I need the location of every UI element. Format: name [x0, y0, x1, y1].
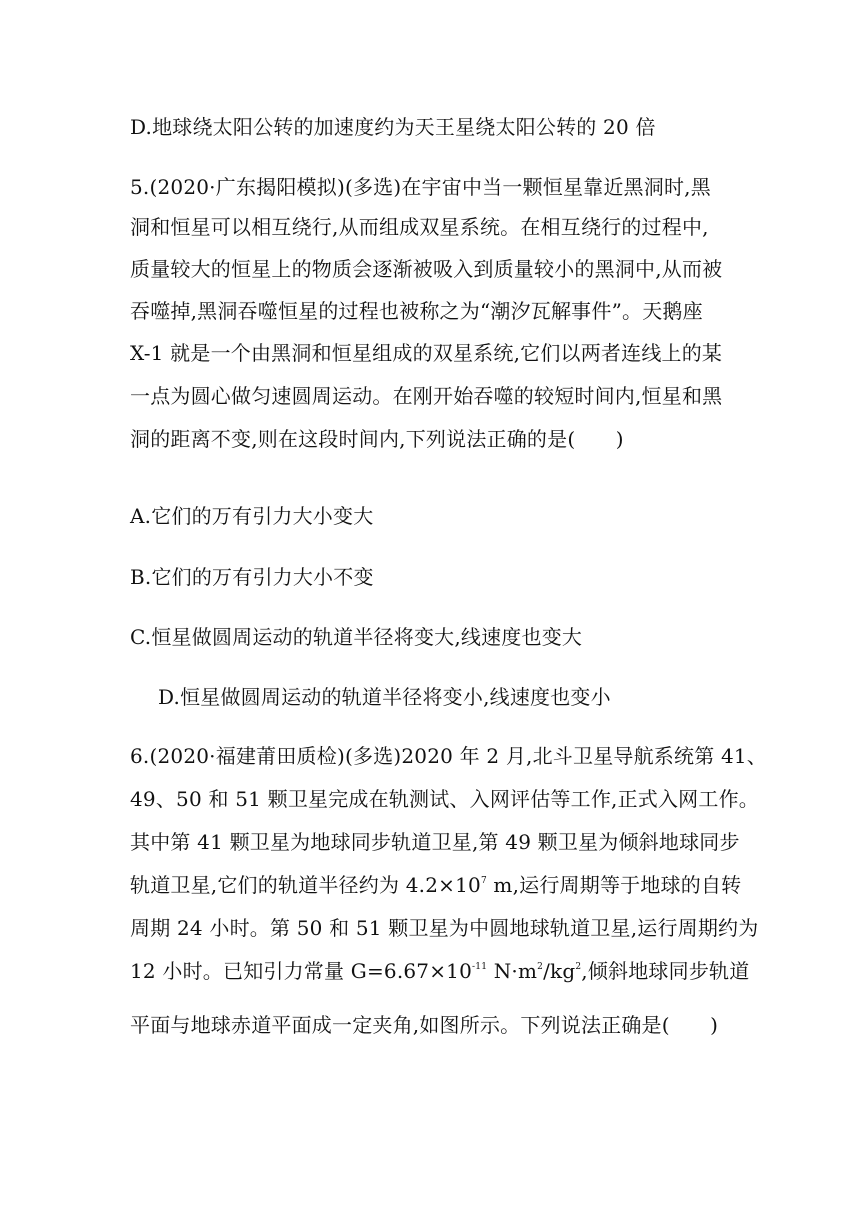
- q5-stem-line-1: 5.(2020·广东揭阳模拟)(多选)在宇宙中当一颗恒星靠近黑洞时,黑: [130, 175, 711, 199]
- q6-line6-text-a: 12 小时。已知引力常量 G=6.67×10: [130, 959, 473, 983]
- q6-line6-text-c: /kg: [543, 959, 576, 983]
- q5-stem-line-7: 洞的距离不变,则在这段时间内,下列说法正确的是( ): [130, 427, 624, 451]
- q6-stem-line-5: 周期 24 小时。第 50 和 51 颗卫星为中圆地球轨道卫星,运行周期约为: [130, 916, 759, 940]
- q6-stem-line-3: 其中第 41 颗卫星为地球同步轨道卫星,第 49 颗卫星为倾斜地球同步: [130, 830, 740, 854]
- q5-stem-line-2: 洞和恒星可以相互绕行,从而组成双星系统。在相互绕行的过程中,: [130, 215, 709, 239]
- q5-stem-line-4: 吞噬掉,黑洞吞噬恒星的过程也被称之为“潮汐瓦解事件”。天鹅座: [130, 299, 703, 323]
- q5-option-c: C.恒星做圆周运动的轨道半径将变大,线速度也变大: [130, 625, 583, 649]
- q6-line6-exponent-3: 2: [575, 962, 582, 972]
- q5-stem-line-6: 一点为圆心做匀速圆周运动。在刚开始吞噬的较短时间内,恒星和黑: [130, 384, 723, 408]
- q6-stem-line-4: [130, 872, 741, 898]
- q6-line6-text-d: ,倾斜地球同步轨道: [581, 959, 750, 983]
- q6-line4-exponent: 7: [480, 876, 487, 886]
- q6-line4-text-b: m,运行周期等于地球的自转: [486, 873, 742, 897]
- q6-stem-line-1: 6.(2020·福建莆田质检)(多选)2020 年 2 月,北斗卫星导航系统第 41、: [130, 744, 768, 768]
- q6-stem-line-2: 49、50 和 51 颗卫星完成在轨测试、入网评估等工作,正式入网工作。: [130, 787, 759, 811]
- q5-stem-line-3: 质量较大的恒星上的物质会逐渐被吸入到质量较小的黑洞中,从而被: [130, 257, 723, 281]
- q6-line4-text-a: 轨道卫星,它们的轨道半径约为 4.2×10: [130, 873, 481, 897]
- q5-stem-line-5: X-1 就是一个由黑洞和恒星组成的双星系统,它们以两者连线上的某: [130, 341, 723, 365]
- q5-option-d: D.恒星做圆周运动的轨道半径将变小,线速度也变小: [158, 685, 611, 709]
- q6-stem-line-7: 平面与地球赤道平面成一定夹角,如图所示。下列说法正确是( ): [130, 1013, 719, 1037]
- q4-option-d: D.地球绕太阳公转的加速度约为天王星绕太阳公转的 20 倍: [130, 115, 656, 139]
- q5-option-b: B.它们的万有引力大小不变: [130, 565, 374, 589]
- q6-line6-exponent-1: -11: [472, 962, 488, 972]
- q6-line6-exponent-2: 2: [537, 962, 544, 972]
- q5-option-a: A.它们的万有引力大小变大: [130, 504, 374, 528]
- q6-line6-text-b: N·m: [487, 959, 538, 983]
- q6-stem-line-6: [130, 958, 749, 984]
